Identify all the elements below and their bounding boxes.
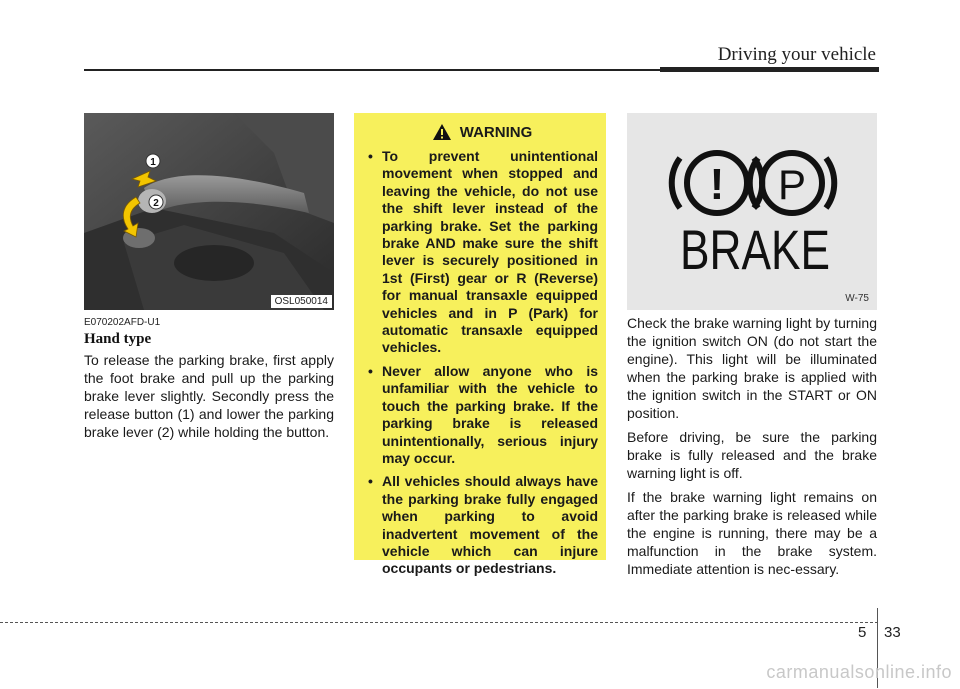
footer-rule	[0, 622, 878, 623]
before-driving-paragraph: Before driving, be sure the parking brake is fully released and the brake warning light is off.	[627, 429, 877, 481]
indicator-code: W-75	[845, 293, 869, 304]
warning-title-row	[366, 123, 598, 141]
warning-item-text: All vehicles should always have the parking brake fully engaged when parking to avoid inadvertent movement of the vehicle which can injure occupants or pedestrians.	[382, 473, 598, 577]
indicator-p: P	[777, 161, 807, 208]
page-number: 33	[884, 624, 901, 641]
warning-triangle-icon	[432, 123, 452, 141]
brake-warning-indicator-panel	[627, 113, 877, 310]
hand-type-paragraph: To release the parking brake, first apply the foot brake and pull up the parking brake lever slightly. Secondly press the release button (1) and lower the parking brake lever (2) while holding the button.	[84, 352, 334, 440]
right-body	[627, 314, 877, 584]
parking-brake-illustration	[84, 113, 334, 310]
callout-2-label: 2	[153, 198, 159, 209]
bullet: •	[368, 473, 373, 490]
indicator-exclamation: !	[709, 160, 725, 209]
warning-item-text: Never allow anyone who is unfamiliar with the vehicle to touch the parking brake. If the parking brake is released unintentionally, serious injury may occur.	[382, 362, 598, 466]
check-paragraph: Check the brake warning light by turning the ignition switch ON (do not start the engine). This light will be illuminated when the parking brake is applied with the ignition switch in the START or ON position.	[627, 315, 877, 421]
warning-item	[366, 473, 598, 577]
left-body	[84, 351, 334, 447]
warning-list	[366, 148, 598, 578]
warning-box	[354, 113, 606, 577]
header-rule-accent	[660, 67, 879, 72]
watermark: carmanualsonline.info	[766, 662, 952, 682]
callout-1-label: 1	[150, 157, 156, 168]
section-heading: Hand type	[84, 331, 152, 347]
warning-item	[366, 148, 598, 357]
chapter-number: 5	[858, 624, 867, 641]
warning-item	[366, 363, 598, 467]
indicator-brake-text: BRAKE	[680, 218, 830, 281]
photo-caption: OSL050014	[271, 295, 332, 308]
warning-item-text: To prevent unintentional movement when stopped and leaving the vehicle, do not use the shift lever instead of the parking brake. Set the parking brake AND make sure the shift lever is securely positioned in 1st (First) gear or R (Reverse) for manual transaxle equipped vehicles and in P (Park) for automatic transaxle equipped vehicles.	[382, 148, 598, 356]
bullet: •	[368, 362, 373, 379]
brake-warning-light-icon	[627, 113, 877, 310]
section-code: E070202AFD-U1	[84, 317, 161, 328]
warning-title: WARNING	[459, 123, 533, 141]
bullet: •	[368, 148, 373, 164]
remains-on-paragraph: If the brake warning light remains on after the parking brake is released while the engine is running, there may be a malfunction in the brake system. Immediate attention is nec-essary.	[627, 489, 877, 577]
section-header-title: Driving your vehicle	[717, 44, 876, 65]
parking-brake-photo	[84, 113, 334, 310]
